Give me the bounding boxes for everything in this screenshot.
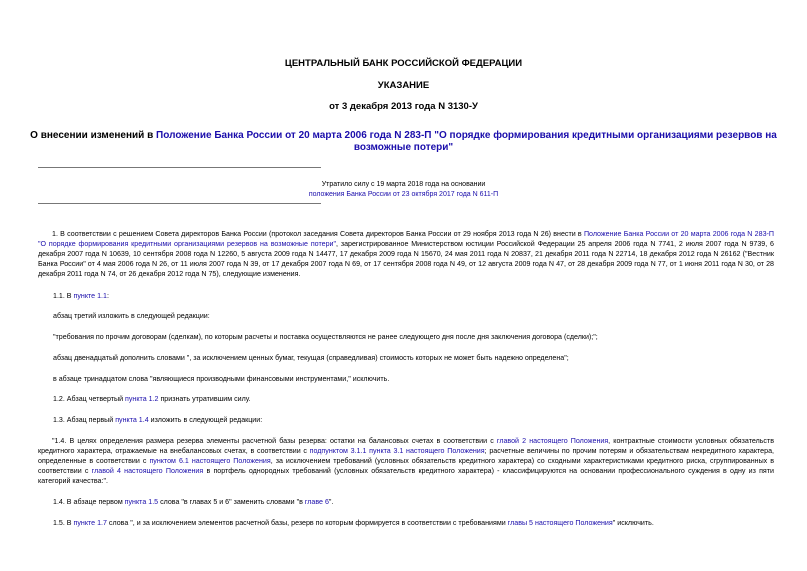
item-1-3-text-b: изложить в следующей редакции: xyxy=(148,416,263,424)
item-1-1 xyxy=(53,291,109,301)
quote-link-chapter-2[interactable]: главой 2 настоящего Положения xyxy=(496,437,609,445)
paragraph-1-text-b: , зарегистрированное Министерством юстиции Российской Федерации 25 апреля 2006 года N 7741, 2 июля 2007 года N 9739, 6 декабря 2007 года N 10639, 10 сентября 2008 года N 12260, 5 августа 2009 года N 14477, 17 декабря 2009 года N 15670, 24 мая 2011 года N 20837, 21 декабря 2011 года N 22714, 18 декабря 2012 года N 26162 ("Вестник Банка России" от 4 мая 2006 года N 26, от 11 июля 2007 года N 39, от 17 декабря 2007 года N 69, от 17 сентября 2008 года N 49, от 12 августа 2009 года N 47, от 28 декабря 2009 года N 77, от 1 июня 2011 года N 30, от 28 декабря 2011 года N 74, от 26 декабря 2012 года N 75), следующие изменения. xyxy=(38,240,774,278)
top-divider xyxy=(38,167,321,168)
item-1-5-text-b: слова ", и за исключением элементов расчетной базы, резерв по которым формируется в соответствии с требованиями xyxy=(106,519,508,527)
item-1-5-link-point-1-7[interactable]: пункте 1.7 xyxy=(73,519,107,527)
quote-text-e: в портфель однородных требований (условных обязательств кредитного характера) - классифицируются на основании профессионального суждения в одну из пяти категорий качества:". xyxy=(38,467,774,485)
item-1-1-text-a: 1.1. В xyxy=(53,292,74,300)
item-1-1-text-b: : xyxy=(106,292,109,300)
item-1-5-link-chapter-5[interactable]: главы 5 настоящего Положения xyxy=(507,519,613,527)
repeal-note-text: Утратило силу с 19 марта 2018 года на основании xyxy=(321,181,486,188)
item-1-4-text-b: слова "в главах 5 и 6" заменить словами "в xyxy=(158,498,305,506)
bank-heading: ЦЕНТРАЛЬНЫЙ БАНК РОССИЙСКОЙ ФЕДЕРАЦИИ xyxy=(284,58,523,69)
paragraph-1-regulation-link[interactable]: Положение Банка России от 20 марта 2006 года N 283-П "О порядке формирования кредитными организациями резервов на возможные потери" xyxy=(38,230,774,248)
document-title xyxy=(30,130,777,154)
item-1-5 xyxy=(53,518,654,528)
quote-text-b: , контрактные стоимости условных обязательств кредитного характера, отражаемые на внебалансовых счетах, в соответствии с xyxy=(38,437,774,455)
doc-type-heading: УКАЗАНИЕ xyxy=(377,80,430,91)
repeal-note-link[interactable]: положения Банка России от 23 октября 2017 года N 611-П xyxy=(308,191,499,198)
item-1-3-text-a: 1.3. Абзац первый xyxy=(53,416,116,424)
item-1-3-quote xyxy=(38,436,774,486)
item-1-1-line-1: абзац третий изложить в следующей редакции: xyxy=(53,312,210,320)
item-1-4-link-point-1-5[interactable]: пункта 1.5 xyxy=(124,498,159,506)
bottom-divider xyxy=(38,203,321,204)
item-1-4-text-c: ". xyxy=(328,498,334,506)
item-1-5-text-c: " исключить. xyxy=(612,519,654,527)
quote-text-d: , за исключением требований (условных обязательств кредитного характера) со сходными характеристиками кредитного риска, сгруппированных в соответствии с xyxy=(38,457,775,475)
item-1-2 xyxy=(53,394,251,404)
item-1-2-text-b: признать утратившим силу. xyxy=(158,395,251,403)
repeal-note xyxy=(0,180,807,200)
item-1-1-link[interactable]: пункте 1.1 xyxy=(73,292,107,300)
item-1-4-text-a: 1.4. В абзаце первом xyxy=(53,498,125,506)
item-1-2-text-a: 1.2. Абзац четвертый xyxy=(53,395,126,403)
quote-text-c: ; расчетные величины по прочим потерям и обязательствам некредитного характера, определенные в соответствии с xyxy=(38,447,774,465)
item-1-1-line-4: в абзаце тринадцатом слова "являющиеся производными финансовыми инструментами," исключить. xyxy=(53,375,390,383)
title-regulation-link[interactable]: Положение Банка России от 20 марта 2006 года N 283-П "О порядке формирования кредитными организациями резервов на возможные потери" xyxy=(156,130,777,153)
item-1-3 xyxy=(53,415,262,425)
quote-link-subpoint-3-1-1[interactable]: подпунктом 3.1.1 пункта 3.1 настоящего Положения xyxy=(309,447,485,455)
item-1-4 xyxy=(53,497,333,507)
title-prefix: О внесении изменений в xyxy=(30,130,157,141)
item-1-3-link[interactable]: пункта 1.4 xyxy=(115,416,149,424)
paragraph-1 xyxy=(38,229,774,279)
quote-text-a: "1.4. В целях определения размера резерва элементы расчетной базы резерва: остатки на балансовых счетах в соответствии с xyxy=(52,437,497,445)
doc-date-heading: от 3 декабря 2013 года N 3130-У xyxy=(329,101,478,112)
item-1-5-text-a: 1.5. В xyxy=(53,519,74,527)
item-1-4-link-chapter-6[interactable]: главе 6 xyxy=(304,498,329,506)
item-1-1-line-2: "требования по прочим договорам (сделкам), по которым расчеты и поставка осуществляются не ранее следующего дня после дня заключения договора (сделки);"; xyxy=(53,333,598,341)
item-1-2-link[interactable]: пункта 1.2 xyxy=(125,395,159,403)
item-1-1-line-3: абзац двенадцатый дополнить словами ", за исключением ценных бумаг, текущая (справедливая) стоимость которых не может быть надежно определена"; xyxy=(53,354,569,362)
quote-link-point-6-1[interactable]: пунктом 6.1 настоящего Положения xyxy=(149,457,271,465)
paragraph-1-text-a: 1. В соответствии с решением Совета директоров Банка России (протокол заседания Совета директоров Банка России от 29 ноября 2013 года N 26) внести в xyxy=(52,230,584,238)
quote-link-chapter-4[interactable]: главой 4 настоящего Положения xyxy=(91,467,204,475)
